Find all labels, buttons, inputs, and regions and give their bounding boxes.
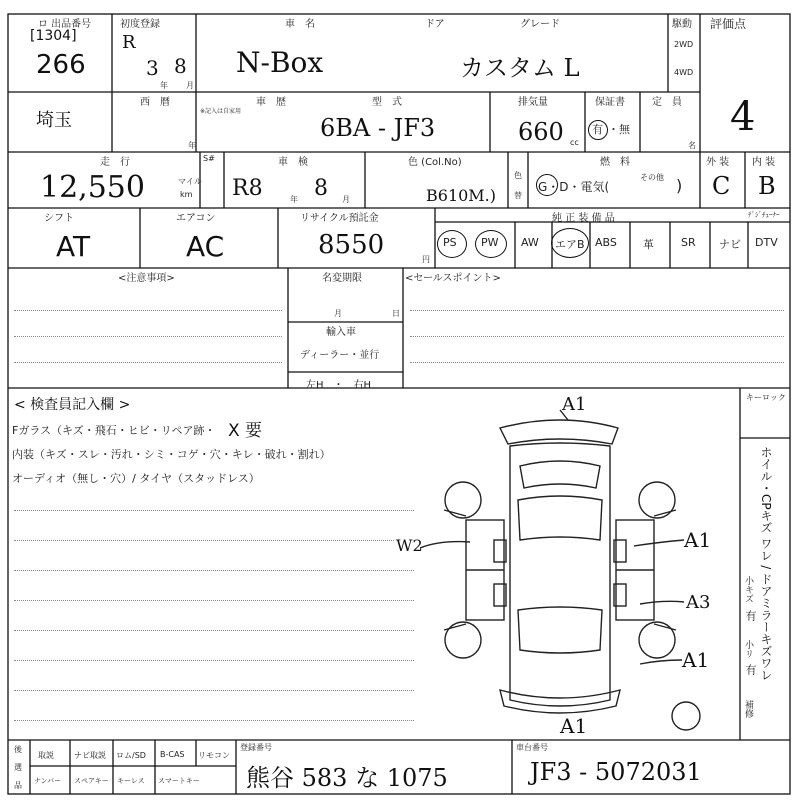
inspection-year-unit: 年 <box>290 195 298 204</box>
footer-rom: ロム/SD <box>116 751 146 760</box>
recycle-value: 8550 <box>318 230 385 260</box>
fuel-options: G・D・電気( <box>538 180 610 194</box>
inspection-label: 車 検 <box>278 157 308 168</box>
reg-number-label: 登録番号 <box>240 743 272 752</box>
caution-label: <注意事項> <box>118 273 175 284</box>
inspector-line3: オーディオ（無し・穴）/ タイヤ（スタッドレス） <box>12 472 260 485</box>
damage-right-mid: A3 <box>686 592 711 613</box>
warranty-no: ・無 <box>608 123 630 136</box>
model-year-label: 車 歴 <box>256 97 286 108</box>
name-change-label: 名変期限 <box>322 273 362 284</box>
reg-number-value: 熊谷 583 な 1075 <box>246 764 448 792</box>
type-value: 6BA - JF3 <box>320 114 436 142</box>
smark-label: S# <box>203 154 215 163</box>
equipment-aw: AW <box>521 236 539 249</box>
inspection-era: R8 <box>232 176 263 201</box>
door-label: ドア <box>425 19 445 30</box>
interior-label: 内 装 <box>752 157 776 168</box>
displacement-value: 660 <box>518 118 564 146</box>
recycle-label: リサイクル預託金 <box>300 213 379 224</box>
footer-col-a: 後 <box>14 745 22 754</box>
fuel-circle <box>536 174 558 196</box>
chassis-number-value: JF3 - 5072031 <box>530 758 702 786</box>
region-value: 埼玉 <box>36 110 72 131</box>
shift-value: AT <box>56 230 91 263</box>
exterior-grade: C <box>712 172 731 200</box>
fuel-other: その他 <box>640 173 664 182</box>
displacement-label: 排気量 <box>518 97 548 108</box>
damage-right-front: A1 <box>684 528 712 552</box>
interior-grade: B <box>758 172 776 200</box>
damage-right-rear: A1 <box>682 648 710 672</box>
equipment-ps: PS <box>443 236 457 249</box>
drive-label: 駆動 <box>672 19 692 30</box>
yen-unit: 円 <box>422 255 430 264</box>
airbag-circle <box>551 228 589 258</box>
first-reg-label: 初度登録 <box>120 19 160 30</box>
lot-code: [1304] <box>30 28 77 44</box>
dealer-label: ディーラー・並行 <box>300 350 380 361</box>
equipment-abs: ABS <box>595 236 617 249</box>
first-reg-year: 3 <box>146 56 159 80</box>
import-label: 輸入車 <box>326 327 356 338</box>
inspector-title: < 検査員記入欄 > <box>14 397 131 413</box>
equipment-pw: PW <box>481 236 499 249</box>
side-small1: 小キズ <box>743 576 753 603</box>
inspector-line1: Fガラス（キズ・飛石・ヒビ・リペア跡・ <box>12 424 216 437</box>
color-value: B610M.) <box>426 186 497 205</box>
damage-left: W2 <box>396 536 423 555</box>
capacity-label: 定 員 <box>652 97 682 108</box>
keylock-label: キーロック <box>746 393 786 402</box>
equipment-navi: ナビ <box>719 238 741 251</box>
ps-circle <box>437 230 467 258</box>
aircon-label: エアコン <box>176 213 216 224</box>
tuner-label: ﾃﾞｼﾞﾁｭｰﾅｰ <box>748 211 780 219</box>
footer-remote: リモコン <box>198 751 230 760</box>
model-year-note: ※記入は自家用 <box>200 108 242 115</box>
mile-unit: マイル <box>178 177 202 186</box>
lot-header: ロ 出品番号 <box>38 19 92 30</box>
type-label: 型 式 <box>372 97 402 108</box>
side-yes1: 有 <box>744 610 757 621</box>
footer-spare-key: スペアキー <box>74 777 109 785</box>
side-repair: 補修 <box>743 700 753 718</box>
car-name-value: N-Box <box>236 46 324 79</box>
inspection-month: 8 <box>314 176 328 201</box>
warranty-label: 保証書 <box>595 97 625 108</box>
car-name-label: 車 名 <box>285 19 315 30</box>
km-unit: km <box>180 190 193 199</box>
score-value: 4 <box>730 94 756 140</box>
mileage-value: 12,550 <box>40 170 145 205</box>
drive-2wd: 2WD <box>674 40 694 49</box>
name-change-day: 日 <box>392 309 400 318</box>
equipment-list <box>435 222 790 268</box>
inspection-month-unit: 月 <box>342 195 350 204</box>
side-small2: 小リ <box>743 640 753 658</box>
first-reg-month-unit: 月 <box>186 81 194 90</box>
equipment-label: 純 正 装 備 品 <box>552 213 615 224</box>
equipment-dtv: DTV <box>755 236 778 249</box>
inspector-glass-mark: X 要 <box>228 421 263 441</box>
car-diagram <box>420 410 700 730</box>
footer-col-b: 選 <box>14 763 22 772</box>
era-year-unit: 年 <box>188 141 196 150</box>
side-panel-text: ホイル・CPキズ ワレ / ドアミラーキズワレ <box>759 446 773 682</box>
grade-label: グレード <box>520 19 560 30</box>
score-label: 評価点 <box>710 17 747 31</box>
aircon-value: AC <box>186 230 225 263</box>
shift-label: シフト <box>44 213 74 224</box>
footer-col-c: 品 <box>14 781 22 790</box>
damage-front: A1 <box>562 394 587 415</box>
first-reg-era: R <box>122 32 136 53</box>
footer-bcas: B-CAS <box>160 750 185 759</box>
first-reg-month: 8 <box>174 54 187 78</box>
drive-4wd: 4WD <box>674 68 694 77</box>
era-label: 西 暦 <box>140 97 170 108</box>
footer-manual: 取説 <box>38 751 54 760</box>
exterior-label: 外 装 <box>706 157 730 168</box>
first-reg-year-unit: 年 <box>160 81 168 90</box>
footer-keyless: キーレス <box>117 777 145 785</box>
footer-number: ナンバー <box>34 777 62 785</box>
color-change2: 替 <box>514 191 522 200</box>
chassis-number-label: 車台番号 <box>516 743 548 752</box>
name-change-month: 月 <box>334 309 342 318</box>
lot-number: 266 <box>36 50 86 80</box>
side-yes2: 有 <box>744 664 757 675</box>
color-change: 色 <box>514 171 522 180</box>
equipment-airbag: エアB <box>555 238 585 251</box>
cc-unit: cc <box>570 138 579 147</box>
sales-point-label: <セールスポイント> <box>405 273 501 284</box>
damage-rear: A1 <box>560 714 588 738</box>
handle-label: 左H ・ 右H <box>306 380 372 391</box>
warranty-yes: 有 <box>592 123 603 136</box>
footer-smart-key: スマートキー <box>158 777 200 785</box>
equipment-sr: SR <box>681 236 696 249</box>
fuel-close: ) <box>676 176 683 195</box>
color-label: 色 (Col.No) <box>408 157 462 168</box>
grade-value: カスタム L <box>460 54 580 82</box>
mileage-label: 走 行 <box>100 157 130 168</box>
equipment-leather: 革 <box>643 238 654 251</box>
capacity-unit: 名 <box>688 141 696 150</box>
inspector-line2: 内装（キズ・スレ・汚れ・シミ・コゲ・穴・キレ・破れ・割れ） <box>12 448 331 461</box>
pw-circle <box>475 230 507 258</box>
fuel-label: 燃 料 <box>600 157 630 168</box>
footer-navi-manual: ナビ取説 <box>74 751 106 760</box>
